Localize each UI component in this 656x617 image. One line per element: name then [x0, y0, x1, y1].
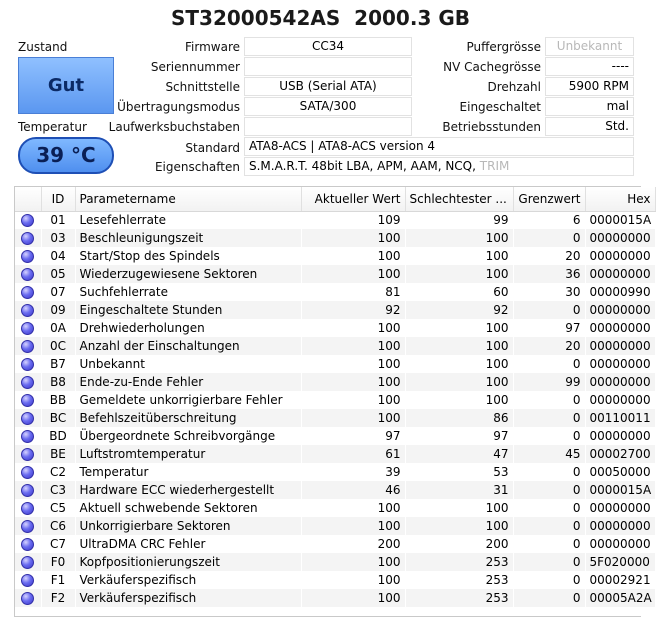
table-row[interactable]	[15, 355, 655, 373]
attr-threshold: 0	[513, 427, 585, 445]
power-on-count-label: Eingeschaltet	[459, 100, 541, 114]
status-ok-icon	[21, 574, 34, 587]
status-ok-icon	[21, 250, 34, 263]
power-on-hours-value: Std.	[545, 117, 634, 136]
attr-name: Beschleunigungszeit	[75, 229, 301, 247]
attr-name: Verkäuferspezifisch	[75, 571, 301, 589]
status-dot-cell	[15, 427, 41, 445]
attr-current: 100	[301, 409, 405, 427]
attr-raw: 00000000	[585, 535, 655, 553]
attr-raw: 00000000	[585, 373, 655, 391]
drive-letter-value	[244, 117, 412, 136]
attr-worst: 100	[405, 319, 513, 337]
attr-worst: 99	[405, 211, 513, 229]
attr-id: BB	[41, 391, 75, 409]
attr-raw: 00000000	[585, 319, 655, 337]
table-row[interactable]	[15, 211, 655, 229]
attr-worst: 53	[405, 463, 513, 481]
status-dot-cell	[15, 571, 41, 589]
attr-worst: 86	[405, 409, 513, 427]
attr-id: C3	[41, 481, 75, 499]
features-enabled: S.M.A.R.T. 48bit LBA, APM, AAM, NCQ,	[249, 159, 476, 173]
status-dot-cell	[15, 265, 41, 283]
attr-name: Unkorrigierbare Sektoren	[75, 517, 301, 535]
attr-worst: 31	[405, 481, 513, 499]
attr-name: Luftstromtemperatur	[75, 445, 301, 463]
attr-id: 03	[41, 229, 75, 247]
standard-value: ATA8-ACS | ATA8-ACS version 4	[244, 137, 634, 156]
attr-worst: 253	[405, 571, 513, 589]
attr-raw: 00005A2A	[585, 589, 655, 607]
table-row[interactable]	[15, 553, 655, 571]
status-ok-icon	[21, 214, 34, 227]
attr-name: Kopfpositionierungszeit	[75, 553, 301, 571]
attr-current: 100	[301, 355, 405, 373]
attr-id: 04	[41, 247, 75, 265]
buffer-size-label: Puffergrösse	[466, 40, 541, 54]
attr-worst: 100	[405, 391, 513, 409]
attr-threshold: 0	[513, 571, 585, 589]
attr-name: Eingeschaltete Stunden	[75, 301, 301, 319]
interface-label: Schnittstelle	[165, 80, 240, 94]
attr-worst: 92	[405, 301, 513, 319]
standard-label: Standard	[185, 141, 240, 155]
status-ok-icon	[21, 430, 34, 443]
attr-threshold: 0	[513, 517, 585, 535]
attr-name: Drehwiederholungen	[75, 319, 301, 337]
status-ok-icon	[21, 448, 34, 461]
table-row[interactable]	[15, 499, 655, 517]
attr-name: UltraDMA CRC Fehler	[75, 535, 301, 553]
status-dot-cell	[15, 211, 41, 229]
table-row[interactable]	[15, 301, 655, 319]
status-ok-icon	[21, 592, 34, 605]
table-row[interactable]	[15, 535, 655, 553]
status-dot-cell	[15, 229, 41, 247]
attr-name: Befehlszeitüberschreitung	[75, 409, 301, 427]
attr-name: Temperatur	[75, 463, 301, 481]
attr-current: 109	[301, 211, 405, 229]
table-row[interactable]	[15, 481, 655, 499]
column-header-worst[interactable]: Schlechtester ...	[405, 187, 513, 211]
attr-id: 09	[41, 301, 75, 319]
attr-raw: 00002700	[585, 445, 655, 463]
temperature-badge: 39 °C	[18, 137, 114, 174]
table-row[interactable]	[15, 463, 655, 481]
attr-worst: 97	[405, 427, 513, 445]
transfer-mode-label: Übertragungsmodus	[117, 100, 240, 114]
attr-worst: 100	[405, 337, 513, 355]
attr-worst: 100	[405, 517, 513, 535]
attr-worst: 253	[405, 553, 513, 571]
column-header-status[interactable]	[15, 187, 41, 211]
status-dot-cell	[15, 445, 41, 463]
attr-worst: 100	[405, 355, 513, 373]
table-row[interactable]	[15, 319, 655, 337]
attr-name: Verkäuferspezifisch	[75, 589, 301, 607]
attr-worst: 200	[405, 535, 513, 553]
firmware-label: Firmware	[185, 40, 240, 54]
attr-threshold: 45	[513, 445, 585, 463]
attr-threshold: 6	[513, 211, 585, 229]
attr-threshold: 0	[513, 391, 585, 409]
health-label: Zustand	[18, 40, 68, 54]
attr-threshold: 0	[513, 553, 585, 571]
attr-id: B7	[41, 355, 75, 373]
attr-raw: 0000015A	[585, 481, 655, 499]
serial-label: Seriennummer	[150, 60, 240, 74]
attr-threshold: 0	[513, 481, 585, 499]
attr-current: 97	[301, 427, 405, 445]
attr-id: BC	[41, 409, 75, 427]
attr-id: C6	[41, 517, 75, 535]
column-header-raw[interactable]: Hex	[585, 187, 655, 211]
table-row[interactable]	[15, 283, 655, 301]
smart-table[interactable]	[14, 186, 652, 617]
status-dot-cell	[15, 247, 41, 265]
attr-threshold: 0	[513, 355, 585, 373]
attr-id: 05	[41, 265, 75, 283]
attr-id: BE	[41, 445, 75, 463]
status-ok-icon	[21, 466, 34, 479]
buffer-size-value: Unbekannt	[545, 37, 634, 56]
attr-threshold: 20	[513, 247, 585, 265]
attr-current: 100	[301, 499, 405, 517]
attr-threshold: 30	[513, 283, 585, 301]
attr-worst: 100	[405, 229, 513, 247]
attr-id: 0C	[41, 337, 75, 355]
status-dot-cell	[15, 283, 41, 301]
attr-threshold: 99	[513, 373, 585, 391]
table-row[interactable]	[15, 409, 655, 427]
attr-id: 01	[41, 211, 75, 229]
column-header-id[interactable]: ID	[41, 187, 75, 211]
attr-current: 100	[301, 373, 405, 391]
status-dot-cell	[15, 553, 41, 571]
attr-raw: 00050000	[585, 463, 655, 481]
attr-name: Übergeordnete Schreibvorgänge	[75, 427, 301, 445]
status-ok-icon	[21, 268, 34, 281]
status-dot-cell	[15, 535, 41, 553]
drive-letter-label: Laufwerksbuchstaben	[108, 120, 240, 134]
attr-threshold: 0	[513, 535, 585, 553]
attr-threshold: 0	[513, 463, 585, 481]
attr-current: 100	[301, 265, 405, 283]
attr-name: Suchfehlerrate	[75, 283, 301, 301]
attr-raw: 00000000	[585, 247, 655, 265]
attr-worst: 100	[405, 499, 513, 517]
status-ok-icon	[21, 502, 34, 515]
disk-title: ST32000542AS 2000.3 GB	[171, 6, 470, 30]
attr-worst: 100	[405, 265, 513, 283]
attr-raw: 00000000	[585, 337, 655, 355]
attr-current: 100	[301, 571, 405, 589]
attr-name: Ende-zu-Ende Fehler	[75, 373, 301, 391]
power-on-hours-label: Betriebsstunden	[442, 120, 541, 134]
table-row[interactable]	[15, 247, 655, 265]
attr-raw: 00002921	[585, 571, 655, 589]
status-dot-cell	[15, 409, 41, 427]
attr-name: Gemeldete unkorrigierbare Fehler	[75, 391, 301, 409]
status-ok-icon	[21, 304, 34, 317]
attr-id: F2	[41, 589, 75, 607]
attr-threshold: 20	[513, 337, 585, 355]
status-dot-cell	[15, 463, 41, 481]
table-row[interactable]	[15, 229, 655, 247]
table-row[interactable]	[15, 373, 655, 391]
attr-threshold: 0	[513, 409, 585, 427]
attr-current: 100	[301, 391, 405, 409]
status-dot-cell	[15, 499, 41, 517]
attr-id: 0A	[41, 319, 75, 337]
attr-id: F0	[41, 553, 75, 571]
status-dot-cell	[15, 355, 41, 373]
table-row[interactable]	[15, 427, 655, 445]
attr-raw: 0000015A	[585, 211, 655, 229]
status-dot-cell	[15, 301, 41, 319]
status-ok-icon	[21, 322, 34, 335]
attr-threshold: 0	[513, 301, 585, 319]
status-ok-icon	[21, 394, 34, 407]
status-ok-icon	[21, 358, 34, 371]
attr-name: Anzahl der Einschaltungen	[75, 337, 301, 355]
attr-name: Lesefehlerrate	[75, 211, 301, 229]
attr-current: 100	[301, 229, 405, 247]
table-row[interactable]	[15, 571, 655, 589]
rotation-rate-label: Drehzahl	[487, 80, 541, 94]
attr-raw: 00000000	[585, 427, 655, 445]
features-label: Eigenschaften	[154, 160, 240, 174]
table-row[interactable]	[15, 265, 655, 283]
attr-raw: 00110011	[585, 409, 655, 427]
attr-id: BD	[41, 427, 75, 445]
attr-id: 07	[41, 283, 75, 301]
attr-id: C7	[41, 535, 75, 553]
attr-raw: 00000000	[585, 301, 655, 319]
attr-current: 100	[301, 517, 405, 535]
attr-current: 39	[301, 463, 405, 481]
attr-id: C5	[41, 499, 75, 517]
attr-name: Aktuell schwebende Sektoren	[75, 499, 301, 517]
attr-worst: 60	[405, 283, 513, 301]
attr-current: 100	[301, 319, 405, 337]
attr-raw: 00000000	[585, 229, 655, 247]
status-dot-cell	[15, 337, 41, 355]
attr-current: 100	[301, 589, 405, 607]
status-ok-icon	[21, 484, 34, 497]
status-dot-cell	[15, 589, 41, 607]
status-ok-icon	[21, 412, 34, 425]
attr-current: 100	[301, 247, 405, 265]
attr-name: Hardware ECC wiederhergestellt	[75, 481, 301, 499]
attr-worst: 100	[405, 373, 513, 391]
temperature-label: Temperatur	[18, 120, 87, 134]
power-on-count-value: mal	[545, 97, 634, 116]
nv-cache-label: NV Cachegrösse	[443, 60, 541, 74]
status-ok-icon	[21, 232, 34, 245]
attr-raw: 00000000	[585, 517, 655, 535]
status-dot-cell	[15, 391, 41, 409]
attr-threshold: 36	[513, 265, 585, 283]
attr-threshold: 97	[513, 319, 585, 337]
attr-worst: 100	[405, 247, 513, 265]
features-value	[244, 157, 634, 176]
attr-threshold: 0	[513, 589, 585, 607]
attr-name: Wiederzugewiesene Sektoren	[75, 265, 301, 283]
column-header-name[interactable]: Parametername	[75, 187, 301, 211]
attr-raw: 00000000	[585, 391, 655, 409]
attr-current: 92	[301, 301, 405, 319]
features-disabled: TRIM	[479, 159, 510, 173]
interface-value: USB (Serial ATA)	[244, 77, 412, 96]
attr-current: 61	[301, 445, 405, 463]
status-ok-icon	[21, 556, 34, 569]
attr-id: B8	[41, 373, 75, 391]
attr-current: 46	[301, 481, 405, 499]
status-dot-cell	[15, 517, 41, 535]
serial-value	[244, 57, 412, 76]
status-dot-cell	[15, 319, 41, 337]
table-row[interactable]	[15, 517, 655, 535]
table-header-row	[15, 187, 655, 211]
attr-threshold: 0	[513, 499, 585, 517]
status-ok-icon	[21, 538, 34, 551]
status-ok-icon	[21, 520, 34, 533]
attr-current: 81	[301, 283, 405, 301]
transfer-mode-value: SATA/300	[244, 97, 412, 116]
status-ok-icon	[21, 340, 34, 353]
attr-raw: 5F020000	[585, 553, 655, 571]
attr-raw: 00000000	[585, 265, 655, 283]
table-row[interactable]	[15, 391, 655, 409]
attr-raw: 00000000	[585, 355, 655, 373]
attr-id: F1	[41, 571, 75, 589]
attr-current: 200	[301, 535, 405, 553]
health-status-button[interactable]: Gut	[18, 57, 114, 114]
attr-threshold: 0	[513, 229, 585, 247]
table-row[interactable]	[15, 337, 655, 355]
table-row[interactable]	[15, 589, 655, 607]
status-dot-cell	[15, 373, 41, 391]
attr-name: Start/Stop des Spindels	[75, 247, 301, 265]
status-ok-icon	[21, 286, 34, 299]
column-header-threshold[interactable]: Grenzwert	[513, 187, 585, 211]
status-dot-cell	[15, 481, 41, 499]
table-row[interactable]	[15, 445, 655, 463]
attr-worst: 253	[405, 589, 513, 607]
status-ok-icon	[21, 376, 34, 389]
attr-name: Unbekannt	[75, 355, 301, 373]
attr-worst: 47	[405, 445, 513, 463]
rotation-rate-value: 5900 RPM	[545, 77, 634, 96]
column-header-current[interactable]: Aktueller Wert	[301, 187, 405, 211]
attr-current: 100	[301, 337, 405, 355]
attr-id: C2	[41, 463, 75, 481]
nv-cache-value: ----	[545, 57, 634, 76]
firmware-value: CC34	[244, 37, 412, 56]
attr-raw: 00000000	[585, 499, 655, 517]
attr-raw: 00000990	[585, 283, 655, 301]
attr-current: 100	[301, 553, 405, 571]
